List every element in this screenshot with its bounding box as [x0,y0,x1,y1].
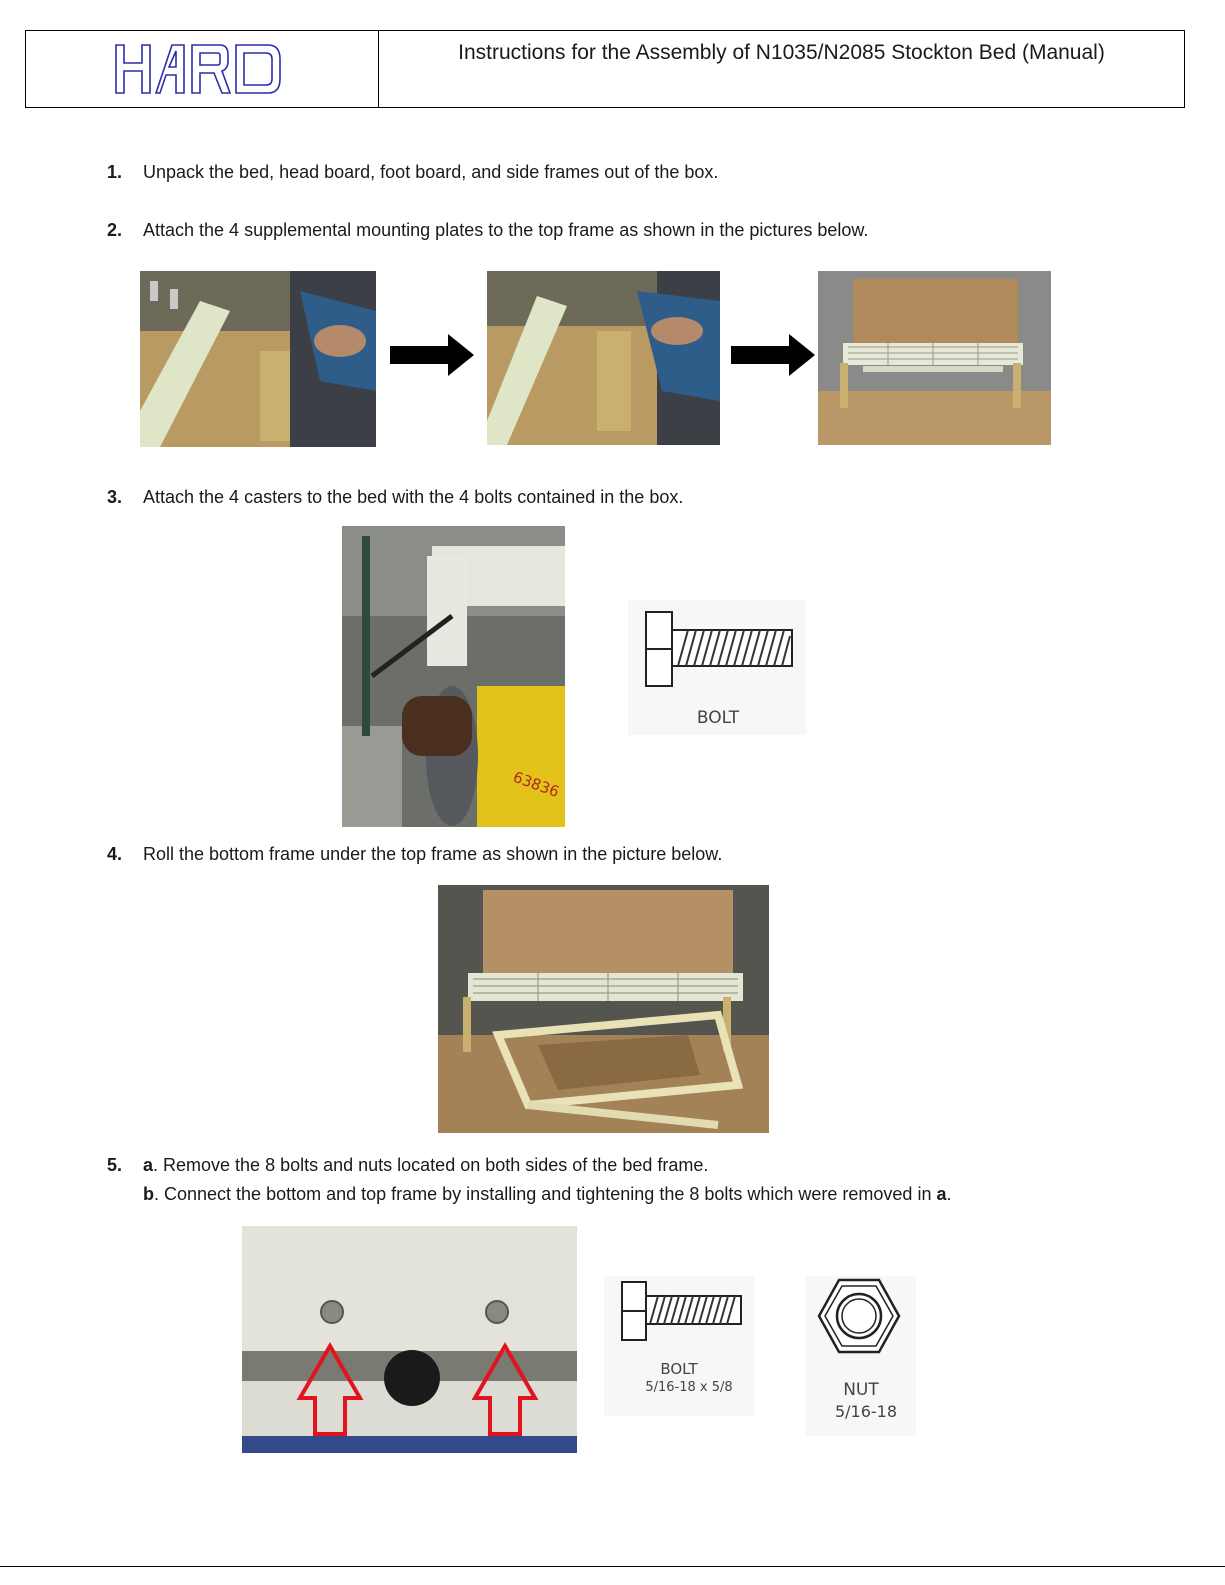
step-number: 5. [107,1155,123,1175]
step-5a-letter: a [143,1155,154,1175]
step-5b-text: . Connect the bottom and top frame by installing and tightening the 8 bolts which were removed in [154,1184,937,1204]
step-4 [107,842,722,866]
step-5a-text: . Remove the 8 bolts and nuts located on both sides of the bed frame. [153,1155,709,1175]
bolt-label: BOLT [696,708,740,728]
step-5b-end: . [946,1184,952,1204]
step-number: 2. [107,220,123,240]
arrow-right-icon [390,334,474,376]
photo-mounting-plate-after [487,271,720,445]
photo-mounting-plate-before [140,271,376,447]
nut-diagram [806,1276,916,1436]
step-text: Attach the 4 casters to the bed with the 4 bolts contained in the box. [143,487,684,507]
bolt-diagram [628,600,806,735]
bolt-label: BOLT [660,1360,698,1378]
step-5b-ref: a [936,1184,947,1204]
crate-number: 63836 [510,767,562,802]
footer-rule [0,1566,1225,1567]
step-5 [107,1153,952,1206]
photo-bottom-frame-roll [438,885,769,1133]
hex-nut-icon [806,1276,916,1366]
step-2 [107,218,868,242]
photo-frame-bolts [242,1226,577,1453]
hard-logo [114,41,290,97]
photo-top-frame-assembled [818,271,1051,445]
step-number: 4. [107,844,123,864]
step-5b-letter: b [143,1184,154,1204]
document-title: Instructions for the Assembly of N1035/N2085 Stockton Bed (Manual) [458,41,1105,64]
step-text: Attach the 4 supplemental mounting plates to the top frame as shown in the pictures below. [143,220,869,240]
nut-label: NUT [843,1380,879,1400]
nut-size: 5/16-18 [834,1402,898,1421]
step-number: 1. [107,162,123,182]
bolt-size: 5/16-18 x 5/8 [645,1380,733,1395]
step-text: Roll the bottom frame under the top frame as shown in the picture below. [143,844,723,864]
photo-caster-install [342,526,565,827]
bolt-icon [604,1276,754,1356]
step-3 [107,485,683,509]
logo-cell [26,31,379,107]
bolt-diagram-5 [604,1276,754,1416]
step-number: 3. [107,487,123,507]
arrow-right-icon [731,334,815,376]
step-5b [107,1182,952,1206]
step-text: Unpack the bed, head board, foot board, and side frames out of the box. [143,162,719,182]
document-header [25,30,1185,108]
step-1 [107,160,718,184]
